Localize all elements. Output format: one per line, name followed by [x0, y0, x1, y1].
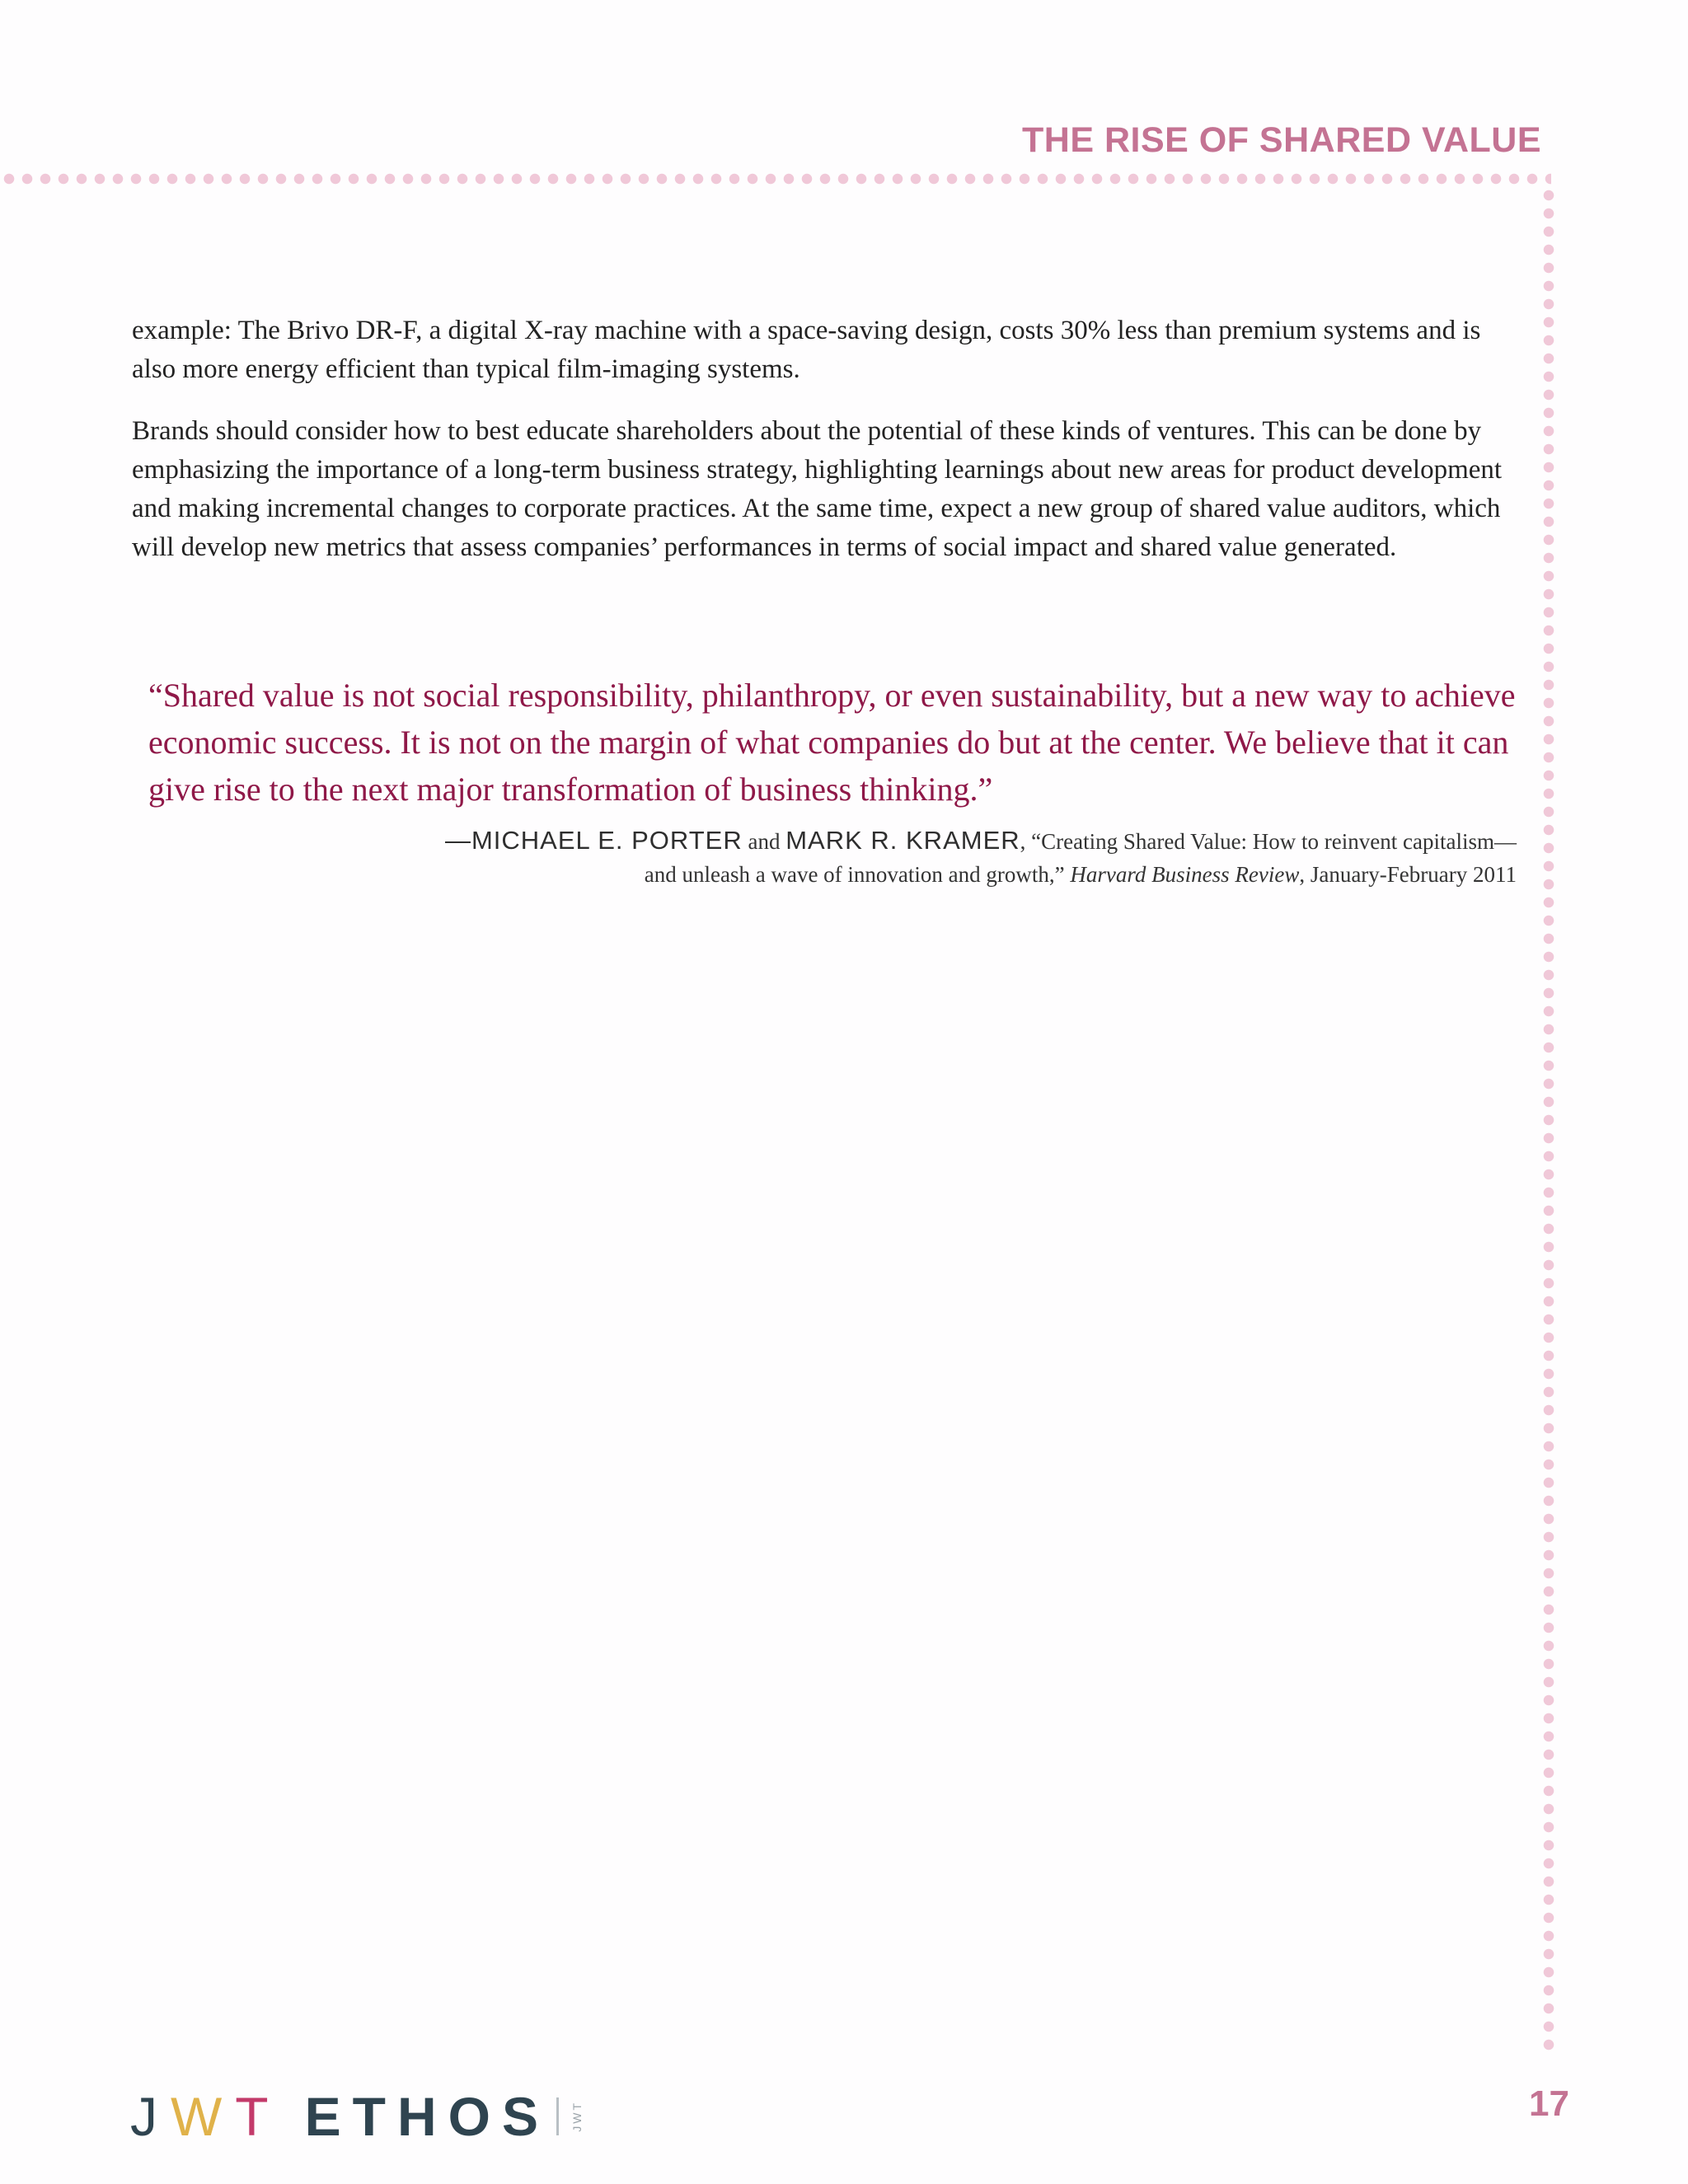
- logo-divider: [556, 2097, 559, 2135]
- dotted-border-right: [1543, 186, 1554, 2057]
- attribution-line-2: [148, 858, 1517, 891]
- logo-ethos: ETHOS: [304, 2086, 550, 2147]
- body-text: [132, 312, 1517, 590]
- attribution-line-1: [148, 824, 1517, 858]
- quote-attribution: [148, 824, 1517, 891]
- pull-quote: [148, 672, 1517, 891]
- article-title-part1: , “Creating Shared Value: How to reinvent capitalism—: [1020, 829, 1517, 854]
- author-kramer: MARK R. KRAMER: [785, 826, 1020, 855]
- logo-letter-j: J: [130, 2086, 171, 2147]
- jwt-ethos-logo: [130, 2083, 584, 2149]
- logo-letter-w: W: [171, 2086, 236, 2147]
- publication-date: , January-February 2011: [1299, 862, 1517, 887]
- quote-text: “Shared value is not social responsibility, philanthropy, or even sustainability, but a new way to achieve economic success. It is not on the margin of what companies do but at the center. We believe that it can give rise to the next major transformation of business thinking.”: [148, 677, 1516, 808]
- body-paragraph: example: The Brivo DR-F, a digital X-ray machine with a space-saving design, costs 30% less than premium systems and is also more energy efficient than typical film-imaging systems.: [132, 316, 1481, 384]
- publication-name: Harvard Business Review: [1070, 862, 1300, 887]
- logo-jwt: [130, 2085, 282, 2148]
- logo-letter-t: T: [235, 2086, 282, 2147]
- article-title-part2: and unleash a wave of innovation and growth,”: [644, 862, 1071, 887]
- body-paragraph: Brands should consider how to best educate shareholders about the potential of these kinds of ventures. This can be done by emphasizing the importance of a long-term business strategy, highlighting learnings about new areas for product development and making incremental changes to corporate practices. At the same time, expect a new group of shared value auditors, which will develop new metrics that assess companies’ performances in terms of social impact and shared value generated.: [132, 416, 1503, 562]
- section-title: THE RISE OF SHARED VALUE: [1022, 120, 1541, 160]
- page-number: 17: [1529, 2083, 1569, 2124]
- logo-small-jwt: JWT: [570, 2101, 584, 2132]
- author-conjunction: and: [742, 829, 786, 854]
- dotted-border-top: [0, 173, 1551, 185]
- author-porter: MICHAEL E. PORTER: [471, 826, 743, 855]
- attribution-dash: —: [444, 826, 471, 855]
